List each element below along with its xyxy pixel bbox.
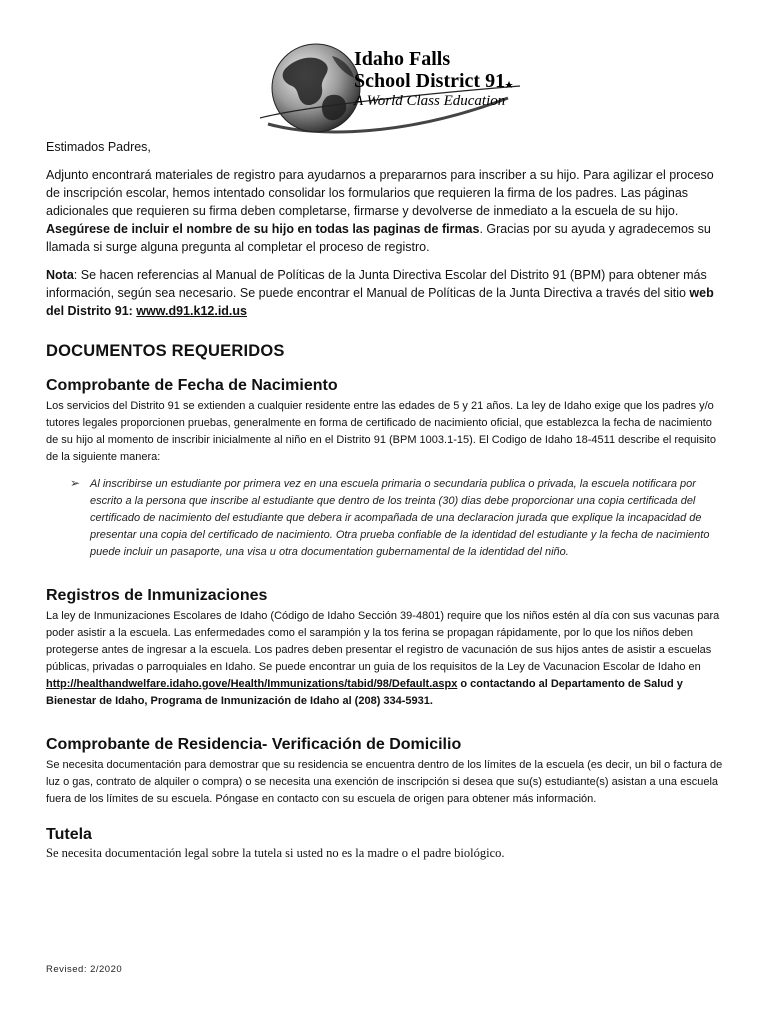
guardianship-text: Se necesita documentación legal sobre la tutela si usted no es la madre o el padre biológico. (46, 846, 505, 860)
guardianship-section (46, 826, 726, 861)
immunizations-body: La ley de Inmunizaciones Escolares de Idaho (Código de Idaho Sección 39-4801) require que los niños estén al día con sus vacunas para poder asistir a la escuela. Las enfermedades como el sarampión y la tos ferina se propagan rápidamente, por lo que los niños deben protegerse antes de ingresar a la escuela. Los padres deben presentar el registro de vacunación de sus hijos antes de asistir a escuelas públicas, privadas o parroquiales en Idaho. Se puede encontrar un guia de los requisitos de la Ley de Vacunacion Escolar de Idaho en (46, 610, 720, 673)
logo-text (354, 48, 505, 110)
immunizations-contact: o contactando al Departamento de Salud y Bienestar de Idaho, Programa de Inmunización de Idaho al (208) 334-5931. (46, 678, 683, 707)
immunizations-section (46, 587, 726, 710)
letter-body (46, 140, 726, 861)
logo-name-line2: School District 91 (354, 70, 506, 92)
immunizations-heading: Registros de Inmunizaciones (46, 587, 268, 604)
residence-section (46, 736, 726, 808)
birth-text: Los servicios del Distrito 91 se extienden a cualquier residente entre las edades de 5 y 21 años. La ley de Idaho exige que los padres y/o tutores legales proporcionen pruebas, generalmente en forma de certificado de nacimiento oficial, que establezca la fecha de nacimiento de su hijo al momento de inscribir inicialmente al niño en el Distrito 91 (BPM 1003.1-15). El Codigo de Idaho 18-4511 describe el requisito de la siguiente manera: (46, 400, 716, 463)
birth-quote-text: Al inscribirse un estudiante por primera vez en una escuela primaria o secundaria publica o privada, la escuela notificara por escrito a la persona que inscribe al estudiante que dentro de los treinta (30) dias debe proporcionar una copia certificada del certificado de nacimiento del estudiante que debera ir acompañada de una declaracion jurada que explique la incapacidad de presentar una copia del certificado de nacimiento. Otra prueba confiable de la identidad del estudiante y la fecha de nacimiento puede incluir un pasaporte, una visa u otra documentation gubernamental de la identidad del niño. (90, 478, 710, 558)
logo-tagline: A World Class Education (354, 93, 506, 109)
note-text: : Se hacen referencias al Manual de Políticas de la Junta Directiva Escolar del Distrito 91 (BPM) para obtener más información, según sea necesario. Se puede encontrar el Manual de Políticas de la Junta Directiva a través del sitio (46, 268, 707, 300)
intro-text-1: Adjunto encontrará materiales de registro para ayudarnos a prepararnos para inscriber a su hijo. Para agilizar el proceso de inscripción escolar, hemos intentado consolidar los formularios que requieren la firma de los padres. Las páginas adicionales que requieren su firma deben completarse, firmarse y devolverse de inmediato a la escuela de su hijo. (46, 168, 714, 218)
logo-name-line1: Idaho Falls (354, 48, 451, 70)
immunizations-text (46, 608, 726, 710)
note-paragraph (46, 266, 726, 320)
birth-section (46, 377, 726, 561)
intro-bold-text: Asegúrese de incluir el nombre de su hijo en todas las paginas de firmas (46, 222, 480, 236)
note-web-label: web del Distrito 91: (46, 286, 714, 318)
district-website-link[interactable]: www.d91.k12.id.us (136, 304, 247, 318)
birth-heading: Comprobante de Fecha de Nacimiento (46, 377, 338, 394)
salutation: Estimados Padres, (46, 140, 151, 154)
birth-quote (46, 476, 726, 561)
residence-text: Se necesita documentación para demostrar que su residencia se encuentra dentro de los límites de la escuela (es decir, un bil o factura de luz o gas, contrato de alquiler o compra) o se necesita una exención de inscripción si desea que su(s) estudiante(s) asistan a una escuela fuera de los límites de su escuela. Póngase en contacto con su escuela de origen para obtener más información. (46, 759, 723, 805)
note-label: Nota (46, 268, 74, 282)
district-logo (258, 38, 528, 138)
arrow-bullet-icon: ➢ (70, 476, 81, 490)
immunizations-link[interactable]: http://healthandwelfare.idaho.gove/Health/Immunizations/tabid/98/Default.aspx (46, 678, 458, 690)
revised-date: Revised: 2/2020 (46, 964, 123, 975)
guardianship-heading: Tutela (46, 826, 92, 843)
intro-text-2: . Gracias por su ayuda y agradecemos su llamada si surge alguna pregunta al completar el proceso de registro. (46, 222, 711, 254)
required-documents-heading: DOCUMENTOS REQUERIDOS (46, 342, 285, 360)
residence-heading: Comprobante de Residencia- Verificación de Domicilio (46, 736, 462, 753)
intro-paragraph (46, 166, 726, 256)
